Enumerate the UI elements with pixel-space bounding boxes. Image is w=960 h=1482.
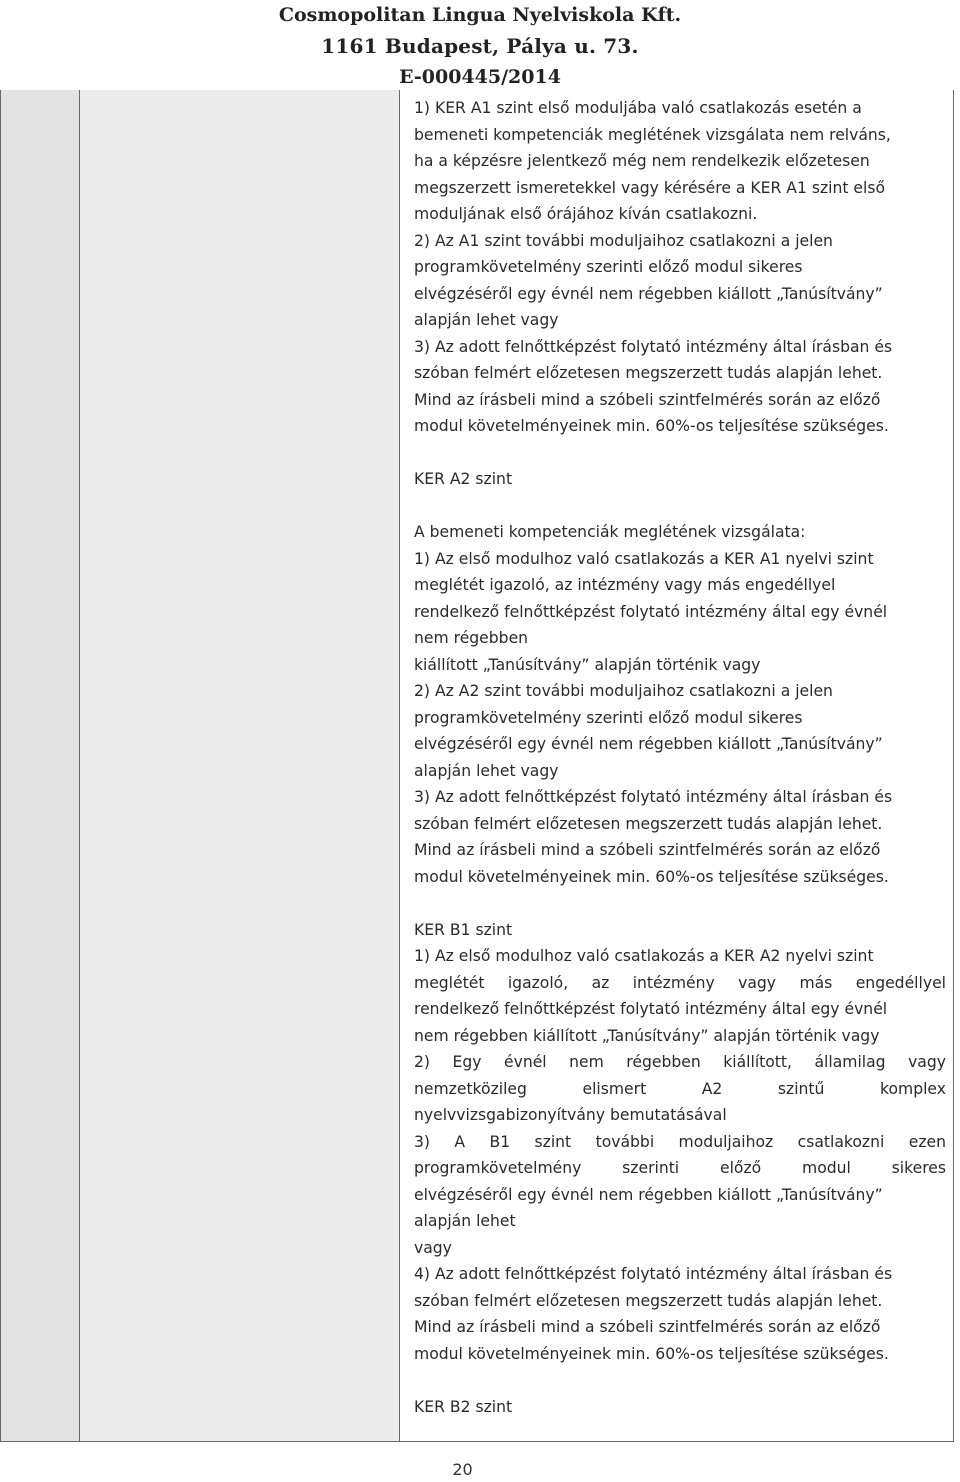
text-line: 1) KER A1 szint első moduljába való csatlakozás esetén a bbox=[414, 99, 862, 117]
text-line: 4) Az adott felnőttképzést folytató intézmény által írásban és bbox=[414, 1265, 893, 1283]
registration-number: E-000445/2014 bbox=[399, 66, 561, 88]
text-line: 1) Az első modulhoz való csatlakozás a KER A1 nyelvi szint bbox=[414, 549, 874, 568]
text-line: 2) Az A1 szint további moduljaihoz csatlakozni a jelen bbox=[414, 231, 833, 250]
page-header bbox=[0, 0, 960, 93]
text-line: 3) Az adott felnőttképzést folytató intézmény által írásban és bbox=[414, 788, 893, 806]
text-line: Mind az írásbeli mind a szóbeli szintfelmérés során az előző bbox=[414, 1318, 881, 1336]
company-address: 1161 Budapest, Pálya u. 73. bbox=[321, 34, 639, 58]
text-line: modul követelményeinek min. 60%-os teljesítése szükséges. bbox=[414, 867, 889, 886]
text-line: bemeneti kompetenciák meglétének vizsgálata nem relváns, bbox=[414, 125, 891, 144]
text-line: modul követelményeinek min. 60%-os teljesítése szükséges. bbox=[414, 417, 889, 435]
text-line: nyelvvizsgabizonyítvány bemutatásával bbox=[414, 1106, 727, 1124]
section-title: KER B1 szint bbox=[414, 920, 513, 939]
text-line: 3) Az adott felnőttképzést folytató intézmény által írásban és bbox=[414, 337, 893, 356]
text-line: vagy bbox=[414, 1238, 452, 1257]
text-line: rendelkező felnőttképzést folytató intézmény által egy évnél bbox=[414, 602, 888, 621]
text-line: szóban felmért előzetesen megszerzett tudás alapján lehet. bbox=[414, 1291, 883, 1310]
text-line: modul követelményeinek min. 60%-os teljesítése szükséges. bbox=[414, 1344, 889, 1363]
text-line: programkövetelmény szerinti előző modul sikeres bbox=[414, 708, 803, 727]
text-line: szóban felmért előzetesen megszerzett tudás alapján lehet. bbox=[414, 364, 883, 382]
text-line: kiállított „Tanúsítvány” alapján történik vagy bbox=[414, 655, 761, 674]
text-line: 3) A B1 szint további moduljaihoz csatlakozni ezen bbox=[414, 1132, 946, 1151]
section-subtitle: A bemeneti kompetenciák meglétének vizsgálata: bbox=[414, 523, 806, 541]
table-column-2 bbox=[80, 90, 400, 1442]
text-line: nem régebben kiállított „Tanúsítvány” alapján történik vagy bbox=[414, 1026, 880, 1045]
text-line: megszerzett ismeretekkel vagy kérésére a KER A1 szint első bbox=[414, 178, 886, 197]
text-line: elvégzéséről egy évnél nem régebben kiállott „Tanúsítvány” bbox=[414, 1185, 883, 1204]
text-line: rendelkező felnőttképzést folytató intézmény által egy évnél bbox=[414, 1000, 888, 1018]
text-line: szóban felmért előzetesen megszerzett tudás alapján lehet. bbox=[414, 814, 883, 833]
text-line: nemzetközileg elismert A2 szintű komplex bbox=[414, 1079, 946, 1098]
text-line: alapján lehet vagy bbox=[414, 311, 559, 329]
table-bottom-border bbox=[0, 1441, 954, 1442]
b2-section bbox=[414, 1394, 946, 1421]
text-line: meglétét igazoló, az intézmény vagy más engedéllyel bbox=[414, 973, 946, 992]
company-name: Cosmopolitan Lingua Nyelviskola Kft. bbox=[278, 4, 682, 26]
text-line: ha a képzésre jelentkező még nem rendelkezik előzetesen bbox=[414, 152, 870, 170]
table-column-1 bbox=[0, 90, 80, 1442]
text-line: moduljának első órájához kíván csatlakozni. bbox=[414, 205, 758, 223]
text-line: elvégzéséről egy évnél nem régebben kiállott „Tanúsítvány” bbox=[414, 284, 883, 303]
text-line: elvégzéséről egy évnél nem régebben kiállott „Tanúsítvány” bbox=[414, 735, 883, 753]
text-line: alapján lehet bbox=[414, 1212, 516, 1230]
table-cell-content bbox=[414, 95, 946, 1420]
page-number: 20 bbox=[452, 1460, 473, 1479]
section-title: KER B2 szint bbox=[414, 1397, 513, 1416]
a1-section bbox=[414, 95, 946, 440]
text-line: 2) Egy évnél nem régebben kiállított, államilag vagy bbox=[414, 1053, 946, 1071]
text-line: 1) Az első modulhoz való csatlakozás a KER A2 nyelvi szint bbox=[414, 947, 874, 965]
text-line: 2) Az A2 szint további moduljaihoz csatlakozni a jelen bbox=[414, 682, 833, 700]
b1-section bbox=[414, 917, 946, 1368]
text-line: programkövetelmény szerinti előző modul sikeres bbox=[414, 1159, 946, 1177]
text-line: alapján lehet vagy bbox=[414, 761, 559, 780]
text-line: Mind az írásbeli mind a szóbeli szintfelmérés során az előző bbox=[414, 390, 881, 409]
text-line: nem régebben bbox=[414, 629, 529, 647]
section-title: KER A2 szint bbox=[414, 470, 513, 488]
text-line: Mind az írásbeli mind a szóbeli szintfelmérés során az előző bbox=[414, 841, 881, 859]
text-line: meglétét igazoló, az intézmény vagy más engedéllyel bbox=[414, 576, 836, 594]
text-line: programkövetelmény szerinti előző modul sikeres bbox=[414, 258, 803, 276]
a2-section bbox=[414, 466, 946, 890]
